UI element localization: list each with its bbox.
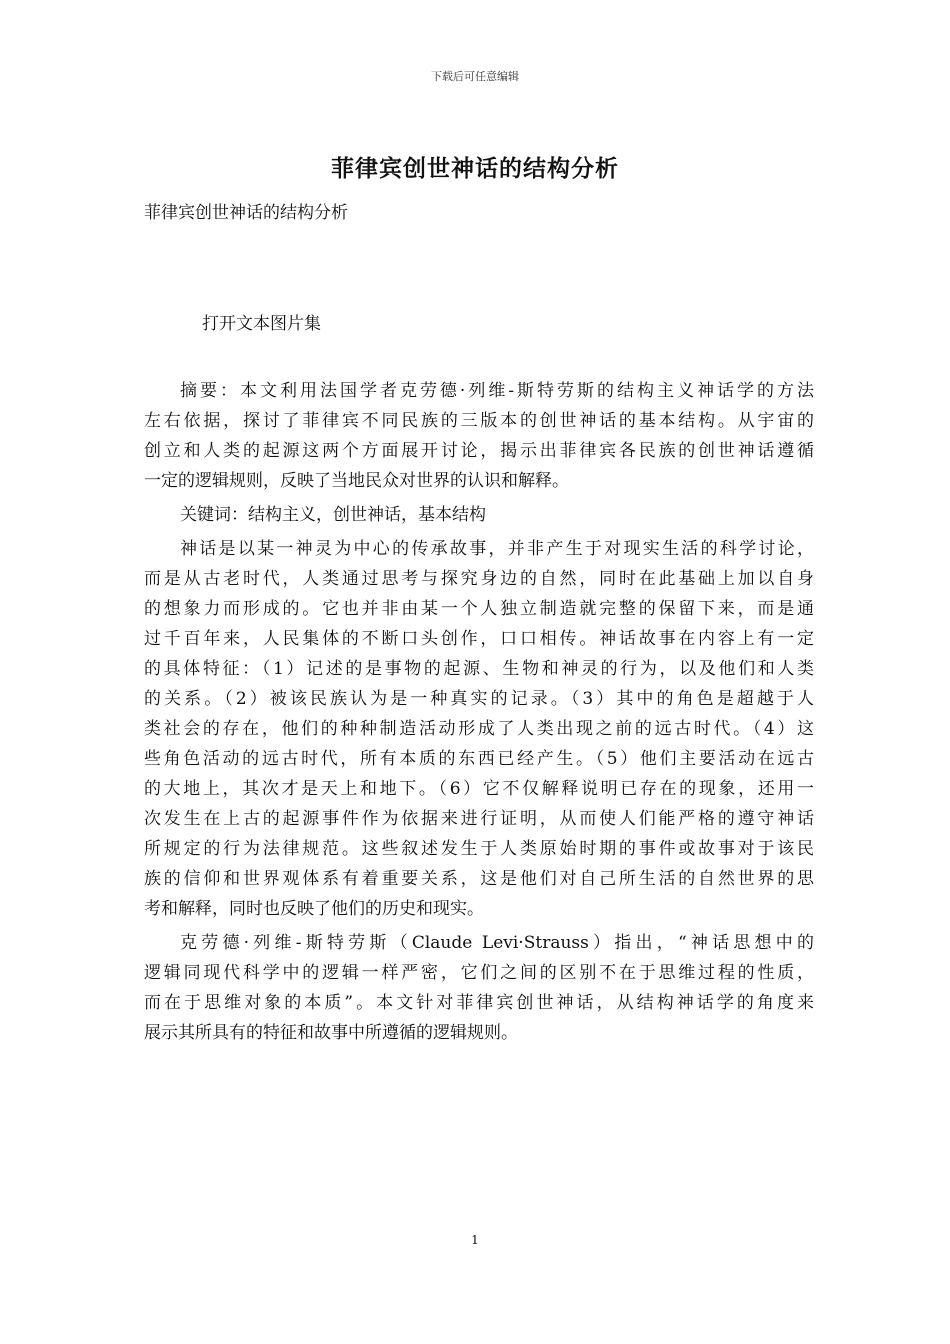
paragraph-line: 的想象力而形成的。它也并非由某一个人独立制造就完整的保留下来，而是通	[144, 599, 814, 619]
paragraph-line: 次发生在上古的起源事件作为依据来进行证明，从而使人们能严格的遵守神话	[144, 809, 814, 829]
paragraph-line: 所规定的行为法律规范。这些叙述发生于人类原始时期的事件或故事对于该民	[144, 839, 814, 859]
document-title: 菲律宾创世神话的结构分析	[331, 155, 619, 182]
page-header-note: 下载后可任意编辑	[431, 70, 519, 83]
abstract-line: 一定的逻辑规则，反映了当地民众对世界的认识和解释。	[144, 471, 569, 491]
document-body	[144, 198, 814, 1048]
paragraph-line: 逻辑同现代科学中的逻辑一样严密，它们之间的区别不在于思维过程的性质，	[144, 963, 814, 983]
paragraph-line: 考和解释，同时也反映了他们的历史和现实。	[144, 899, 484, 919]
paragraph-line: 族的信仰和世界观体系有着重要关系，这是他们对自己所生活的自然世界的思	[144, 869, 814, 889]
body-paragraph-2	[144, 928, 814, 1048]
paragraph-line: 的关系。（2）被该民族认为是一种真实的记录。（3）其中的角色是超越于人	[144, 689, 814, 709]
paragraph-line: 的具体特征：（1）记述的是事物的起源、生物和神灵的行为，以及他们和人类	[144, 659, 814, 679]
paragraph-line: 过千百年来，人民集体的不断口头创作，口口相传。神话故事在内容上有一定	[144, 629, 814, 649]
keywords-line: 关键词：结构主义，创世神话，基本结构	[180, 505, 486, 525]
paragraph-line: 的大地上，其次才是天上和地下。（6）它不仅解释说明已存在的现象，还用一	[144, 779, 814, 799]
keywords-paragraph	[144, 500, 814, 530]
abstract-line: 左右依据，探讨了菲律宾不同民族的三版本的创世神话的基本结构。从宇宙的	[144, 411, 814, 431]
paragraph-line: 些角色活动的远古时代，所有本质的东西已经产生。（5）他们主要活动在远古	[144, 749, 814, 769]
paragraph-line: 展示其所具有的特征和故事中所遵循的逻辑规则。	[144, 1023, 518, 1043]
abstract-line: 创立和人类的起源这两个方面展开讨论，揭示出菲律宾各民族的创世神话遵循	[144, 441, 814, 461]
document-subtitle: 菲律宾创世神话的结构分析	[144, 203, 348, 223]
paragraph-line: 而是从古老时代，人类通过思考与探究身边的自然，同时在此基础上加以自身	[144, 569, 814, 589]
open-image-gallery-link[interactable]: 打开文本图片集	[202, 314, 321, 334]
page-number: 1	[471, 1233, 479, 1247]
paragraph-line: 克劳德·列维-斯特劳斯（Claude Levi·Strauss）指出，“神话思想中的	[180, 933, 814, 953]
body-paragraph-1	[144, 534, 814, 924]
paragraph-line: 神话是以某一神灵为中心的传承故事，并非产生于对现实生活的科学讨论，	[180, 539, 814, 559]
abstract-line: 摘要：本文利用法国学者克劳德·列维-斯特劳斯的结构主义神话学的方法	[180, 381, 814, 401]
paragraph-line: 而在于思维对象的本质”。本文针对菲律宾创世神话，从结构神话学的角度来	[144, 993, 814, 1013]
paragraph-line: 类社会的存在，他们的种种制造活动形成了人类出现之前的远古时代。（4）这	[144, 719, 814, 739]
abstract-paragraph	[144, 376, 814, 496]
